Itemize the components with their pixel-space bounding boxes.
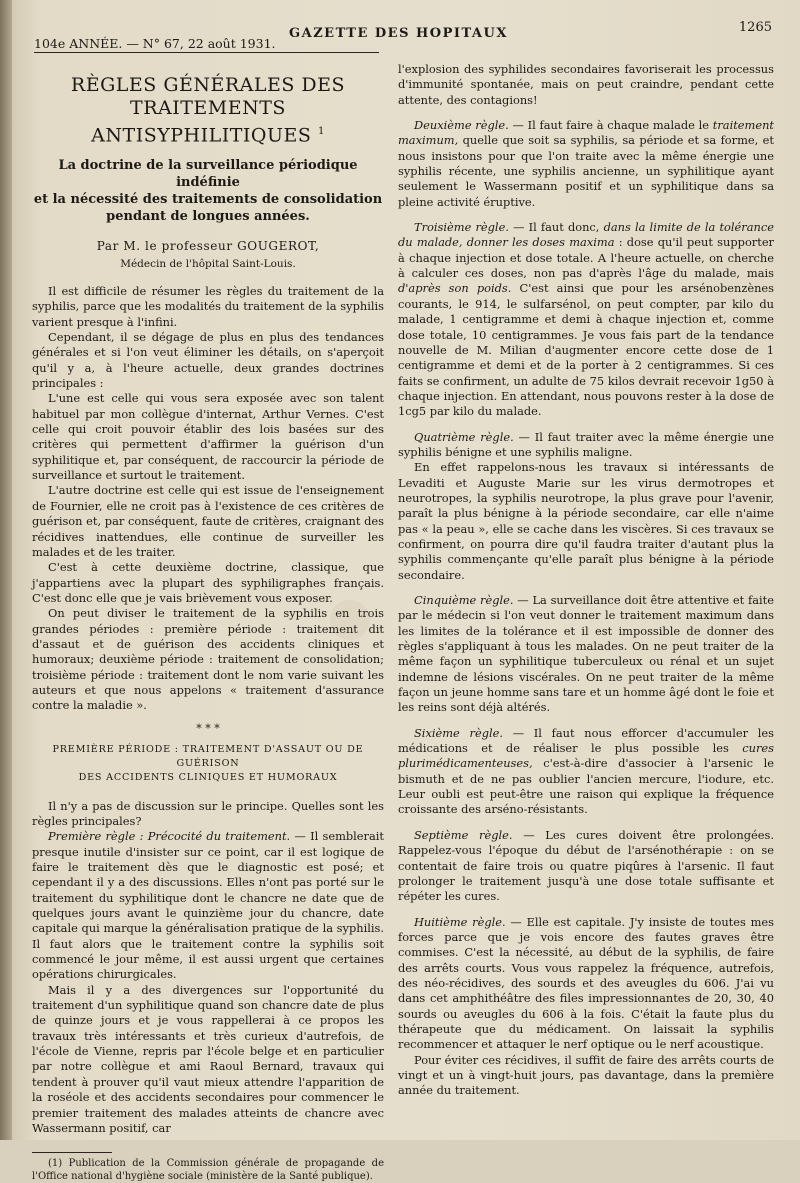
rule-paragraph bbox=[398, 430, 774, 461]
title-footnote-mark: 1 bbox=[317, 126, 325, 137]
journal-title: GAZETTE DES HOPITAUX bbox=[289, 26, 508, 41]
issue-line: 104e ANNÉE. — N° 67, 22 août 1931. bbox=[34, 36, 276, 51]
paragraph: l'explosion des syphilides secondaires favoriserait les processus d'immunité spontanée, mais on peut craindre, pendant cette attente, des contagions! bbox=[398, 62, 774, 107]
paper-stain bbox=[330, 600, 370, 640]
rule-emphasis: d'après son poids. bbox=[398, 281, 512, 296]
footnote: (1) Publication de la Commission générale de propagande de l'Office national d'hygiène sociale (ministère de la Santé publique). bbox=[32, 1158, 384, 1183]
author-role: Médecin de l'hôpital Saint-Louis. bbox=[120, 257, 296, 270]
subtitle-line3: pendant de longues années. bbox=[106, 209, 310, 225]
rule-text: — Il semblerait presque inutile d'insister sur ce point, car il est logique de faire le traitement dès que le diagnostic est posé; et cependant il y a des discussions. Elles n'ont pas porté sur le traitement du syphilitique dont le chancre ne date que de quelques jours avant le quinzième jour du chancre, date capitale qui marque la généralisation pratique de la syphilis. Il faut alors que le traitement contre la syphilis soit commencé le jour même, il est aussi urgent que certaines opérations chirurgicales. bbox=[32, 829, 384, 982]
rule-paragraph bbox=[398, 593, 774, 716]
rule-text: — Les cures doivent être prolongées. Rappelez-vous l'époque du début de l'arsénothérapie : on se contentait de faire trois ou quatre piqûres à l'arsenic. Il faut prolonger le traitement jusqu'à une dose totale suffisante et répéter les cures. bbox=[398, 827, 774, 904]
paragraph: C'est à cette deuxième doctrine, classique, que j'appartiens avec la plupart des syphiligraphes français. C'est donc elle que je vais brièvement vous exposer. bbox=[32, 560, 384, 605]
section-heading-line2: DES ACCIDENTS CLINIQUES ET HUMORAUX bbox=[78, 771, 338, 783]
rule-text: — La surveillance doit être attentive et faite par le médecin si l'on veut donner le traitement maximum dans les limites de la tolérance et il est impossible de donner des règles s'appliquant à tous les malades. On ne peut traiter de la même façon un syphilitique tuberculeux ou rénal et un sujet indemne de lésions viscérales. On ne peut traiter de la même façon un jeune homme sans tare et un homme âgé dont le foie et les reins sont déjà altérés. bbox=[398, 593, 774, 715]
rule-paragraph bbox=[398, 915, 774, 1053]
article-title-line1: RÈGLES GÉNÉRALES DES TRAITEMENTS bbox=[70, 74, 346, 119]
paragraph: Cependant, il se dégage de plus en plus des tendances générales et si l'on veut éliminer les détails, on s'aperçoit qu'il y a, à l'heure actuelle, deux grandes doctrines principales : bbox=[32, 330, 384, 391]
rule-label: Quatrième règle. bbox=[414, 429, 514, 444]
paragraph: L'autre doctrine est celle qui est issue de l'enseignement de Fournier, elle ne croit pas à l'existence de ces critères de guérison et, par conséquent, faute de critères, craignant des récidives inattendues, elle continue de surveiller les malades et de les traiter. bbox=[32, 483, 384, 559]
paragraph: Il est difficile de résumer les règles du traitement de la syphilis, parce que les modalités du traitement de la syphilis varient presque à l'infini. bbox=[32, 284, 384, 329]
author-line: Par M. le professeur GOUGEROT, bbox=[96, 239, 320, 254]
rule-label: Première règle : Précocité du traitement. bbox=[48, 829, 291, 844]
rule-label: Huitième règle. bbox=[414, 914, 506, 929]
rule-label: Sixième règle. bbox=[414, 725, 503, 740]
paragraph: Mais il y a des divergences sur l'opportunité du traitement d'un syphilitique quand son chancre date de plus de quinze jours et je vous rappellerai à ce propos les travaux très intéressants et très curieux d'autrefois, de l'école de Vienne, repris par l'école belge et en particulier par notre collègue et ami Raoul Bernard, travaux qui tendent à prouver qu'il vaut mieux attendre l'apparition de la roséole et des accidents secondaires pour commencer le premier traitement des malades atteints de chancre avec Wassermann positif, car bbox=[32, 982, 384, 1135]
rule-text: quelle que soit sa syphilis, sa période et sa forme, et nous insistons pour que l'on traite avec la même énergie une syphilis récente, une syphilis ancienne, un syphilitique ayant seulement le Wassermann positif et un syphilitique dans sa pleine activité éruptive. bbox=[398, 133, 774, 209]
right-column bbox=[398, 62, 774, 1099]
rule-paragraph bbox=[398, 118, 774, 210]
header-rule bbox=[34, 52, 379, 53]
rule-text: : dose qu'il peut supporter à chaque injection et dose totale. A l'heure actuelle, on cherche à calculer ces doses, non pas d'après l'âge du malade, mais bbox=[398, 235, 775, 281]
rule-text: — Il faut faire à chaque malade le bbox=[508, 118, 713, 133]
rule-text: — Elle est capitale. J'y insiste de toutes mes forces parce que je vois encore des fautes graves être commises. C'est la nécessité, au début de la syphilis, de faire des arrêts courts. Vous vous rappelez la fréquence, autrefois, des néo-récidives, des sourds et des aveugles du 606. J'ai vu dans cet amphithéâtre des files impressionnantes de 20, 30, 40 sourds ou aveugles du 606 à la fois. C'était la faute plus du thérapeute que du médicament. On laissait la syphilis recommencer et attaquer le nerf optique ou le nerf acoustique. bbox=[398, 914, 774, 1052]
section-heading bbox=[32, 743, 384, 785]
rule-emphasis: cures plurimédicamenteuses, bbox=[398, 741, 774, 771]
rule-emphasis: dans la limite de la tolérance du malade, donner les doses maxima bbox=[398, 220, 774, 250]
section-heading-line1: PREMIÈRE PÉRIODE : TRAITEMENT D'ASSAUT OU DE GUÉRISON bbox=[52, 743, 364, 769]
rule-label: Troisième règle. bbox=[414, 220, 509, 235]
paragraph: On peut diviser le traitement de la syphilis en trois grandes périodes : première période : traitement dit d'assaut et de guérison des accidents cliniques et humoraux; deuxième période : traitement de consolidation; troisième période : traitement dont le nom varie suivant les auteurs et que nous appelons « traitement d'assurance contre la maladie ». bbox=[32, 606, 384, 713]
rule-paragraph bbox=[398, 726, 774, 818]
rule-paragraph bbox=[398, 828, 774, 905]
rule-paragraph bbox=[32, 829, 384, 982]
page-header bbox=[34, 20, 772, 50]
article-title bbox=[32, 74, 384, 147]
paragraph: Pour éviter ces récidives, il suffit de faire des arrêts courts de vingt et un à vingt-huit jours, pas davantage, dans la première année du traitement. bbox=[398, 1052, 774, 1098]
rule-text: — Il faut donc, bbox=[508, 220, 604, 235]
article-subtitle bbox=[32, 157, 384, 225]
binding-edge bbox=[0, 0, 12, 1140]
section-separator: * * * bbox=[196, 721, 220, 735]
rule-emphasis: traitement maximum, bbox=[398, 118, 774, 148]
rule-text: C'est ainsi que pour les arsénobenzènes courants, le 914, le sulfarsénol, on peut compter, par kilo du malade, 1 centigramme et demi à chaque injection et, comme dose totale, 10 centigrammes. Je vous fais part de la tendance nouvelle de M. Milian d'augmenter encore cette dose de 1 centigramme et demi et de la porter à 2 centigrammes. Si ces faits se confirment, un adulte de 75 kilos devrait recevoir 1g50 à chaque injection. En attendant, nous pouvons rester à la dose de 1cg5 par kilo du malade. bbox=[398, 281, 774, 419]
rule-text: — Il faut traiter avec la même énergie une syphilis bénigne et une syphilis maligne. bbox=[398, 429, 774, 459]
rule-label: Deuxième règle. bbox=[414, 118, 509, 133]
rule-text: c'est-à-dire d'associer à l'arsenic le bismuth et de ne pas oublier l'ancien mercure, l'iodure, etc. Leur oubli est peut-être une raison qui explique la fréquence croissante des arséno-résistants. bbox=[398, 756, 774, 817]
page-number: 1265 bbox=[738, 20, 772, 35]
paragraph: En effet rappelons-nous les travaux si intéressants de Levaditi et Auguste Marie sur les virus dermotropes et neurotropes, la syphilis neurotrope, la plus grave pour l'avenir, paraît la plus bénigne à la période secondaire, car elle n'aime pas « la peau », elle se cache dans les viscères. Si ces travaux se confirment, on pourra dire qu'il faudra traiter d'autant plus la syphilis commençante qu'elle paraît plus bénigne à la période secondaire. bbox=[398, 460, 774, 582]
paragraph: L'une est celle qui vous sera exposée avec son talent habituel par mon collègue d'internat, Arthur Vernes. C'est celle qui croit pouvoir établir des lois basées sur des critères qui permettent d'affirmer la guérison d'un syphilitique et, par conséquent, de raccourcir la période de surveillance et surtout le traitement. bbox=[32, 391, 384, 483]
article-title-line2: ANTISYPHILITIQUES bbox=[91, 124, 312, 147]
subtitle-line2: et la nécessité des traitements de consolidation bbox=[33, 192, 383, 208]
subtitle-line1: La doctrine de la surveillance périodique indéfinie bbox=[58, 158, 358, 191]
rule-paragraph bbox=[398, 220, 774, 419]
rule-label: Septième règle. bbox=[414, 827, 513, 842]
footnote-rule bbox=[32, 1152, 112, 1153]
paragraph: Il n'y a pas de discussion sur le principe. Quelles sont les règles principales? bbox=[32, 798, 384, 828]
rule-text: — Il faut nous efforcer d'accumuler les médications et de réaliser le plus possible les bbox=[398, 725, 774, 756]
rule-label: Cinquième règle. bbox=[414, 593, 514, 607]
